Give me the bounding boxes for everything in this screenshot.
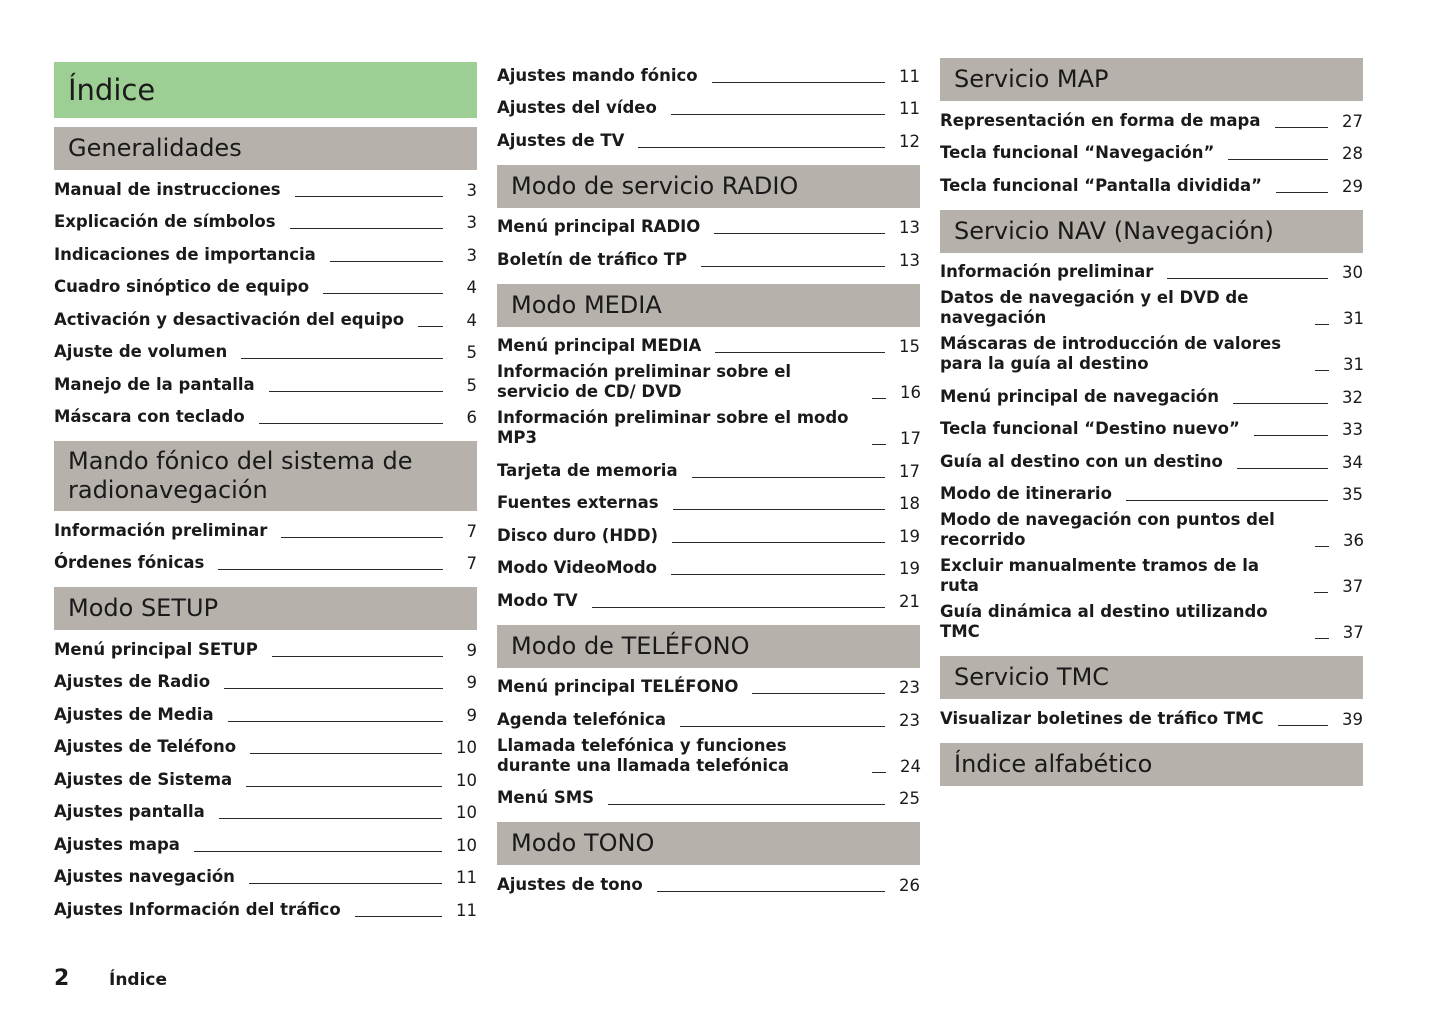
- toc-entry[interactable]: [497, 781, 920, 814]
- dot-leader: [1314, 592, 1328, 593]
- toc-entry[interactable]: [497, 407, 920, 453]
- toc-entry-label: Explicación de símbolos: [54, 212, 276, 231]
- toc-entry-page: 16: [900, 383, 921, 402]
- toc-entry-label: Datos de navegación y el DVD de navegación: [940, 288, 1249, 327]
- toc-entry-page: 12: [899, 131, 920, 151]
- toc-entry-page: 30: [1342, 263, 1363, 282]
- toc-entry-page: 3: [466, 245, 477, 265]
- toc-entry-page: 10: [456, 835, 477, 855]
- toc-entry-label: Ajustes pantalla: [54, 802, 205, 821]
- dot-leader: [249, 883, 442, 884]
- toc-entry-label: Modo VideoModo: [497, 558, 658, 577]
- toc-entry-label: Excluir manualmente tramos de la ruta: [940, 556, 1259, 595]
- toc-entry-label: Menú principal SETUP: [54, 639, 258, 659]
- toc-entry-label: Menú principal MEDIA: [497, 336, 702, 355]
- dot-leader: [671, 114, 885, 115]
- toc-entry-page: 23: [899, 710, 920, 730]
- dot-leader: [592, 607, 885, 608]
- toc-entry-label: Llamada telefónica y funciones durante una llamada telefónica: [497, 735, 789, 775]
- toc-entry-page: 36: [1343, 531, 1364, 550]
- toc-entry[interactable]: [940, 444, 1363, 477]
- toc-entry-label: Máscaras de introducción de valores para la guía al destino: [940, 334, 1282, 373]
- page-title: Índice: [54, 62, 477, 118]
- toc-entry-page: 18: [899, 494, 920, 513]
- toc-entry-label: Ajustes de TV: [497, 130, 625, 150]
- toc-entry-label: Modo de itinerario: [940, 484, 1112, 503]
- dot-leader: [219, 818, 442, 819]
- toc-entry-label: Representación en forma de mapa: [940, 110, 1261, 130]
- dot-leader: [228, 721, 443, 722]
- dot-leader: [250, 753, 442, 754]
- toc-entry[interactable]: [940, 509, 1363, 555]
- dot-leader: [712, 82, 885, 83]
- toc-entry-page: 19: [899, 526, 920, 546]
- toc-entry[interactable]: [940, 701, 1363, 734]
- dot-leader: [608, 804, 885, 805]
- section-heading: Modo SETUP: [54, 587, 477, 630]
- dot-leader: [281, 537, 443, 538]
- toc-entry[interactable]: [497, 670, 920, 703]
- toc-entry-page: 10: [456, 770, 477, 790]
- toc-entry-label: Activación y desactivación del equipo: [54, 309, 405, 329]
- dot-leader: [673, 509, 885, 510]
- toc-entry[interactable]: [940, 333, 1363, 379]
- dot-leader: [272, 656, 443, 657]
- toc-entry-page: 31: [1343, 309, 1364, 328]
- toc-entry-page: 9: [466, 640, 477, 660]
- toc-entry-page: 11: [456, 900, 477, 920]
- toc-entry-page: 7: [466, 521, 477, 541]
- toc-entry[interactable]: [497, 329, 920, 362]
- dot-leader: [1315, 638, 1329, 639]
- section-heading: Modo MEDIA: [497, 284, 920, 327]
- toc-entry-label: Modo TV: [497, 590, 578, 610]
- dot-leader: [224, 688, 443, 689]
- toc-entry[interactable]: [54, 762, 477, 795]
- toc-entry[interactable]: [54, 730, 477, 763]
- toc-entry[interactable]: [54, 795, 477, 828]
- dot-leader: [259, 423, 443, 424]
- toc-entry-page: 35: [1342, 485, 1363, 504]
- dot-leader: [872, 444, 886, 445]
- toc-entry-label: Máscara con teclado: [54, 407, 245, 426]
- dot-leader: [218, 569, 443, 570]
- dot-leader: [290, 228, 443, 229]
- dot-leader: [1254, 435, 1328, 436]
- toc-entry-label: Agenda telefónica: [497, 709, 666, 729]
- toc-entry[interactable]: [497, 486, 920, 519]
- toc-entry[interactable]: [497, 551, 920, 584]
- toc-entry[interactable]: [940, 136, 1363, 169]
- toc-entry-label: Tarjeta de memoria: [497, 460, 678, 480]
- toc-entry-label: Visualizar boletines de tráfico TMC: [940, 708, 1264, 728]
- dot-leader: [1233, 403, 1328, 404]
- toc-entry-page: 27: [1342, 111, 1363, 131]
- toc-column-2: [497, 58, 920, 900]
- toc-entry[interactable]: [940, 412, 1363, 445]
- toc-entry[interactable]: [497, 583, 920, 616]
- toc-entry[interactable]: [940, 601, 1363, 647]
- toc-entry-page: 11: [899, 66, 920, 86]
- toc-entry-page: 17: [899, 461, 920, 481]
- toc-entry-page: 33: [1342, 420, 1363, 439]
- section-heading: Modo de TELÉFONO: [497, 625, 920, 668]
- toc-entry-page: 13: [899, 250, 920, 270]
- dot-leader: [1167, 278, 1328, 279]
- toc-entry-label: Ajustes navegación: [54, 867, 235, 886]
- toc-entry[interactable]: [54, 237, 477, 270]
- toc-entry-label: Menú SMS: [497, 788, 595, 807]
- toc-entry[interactable]: [940, 379, 1363, 412]
- dot-leader: [1275, 127, 1328, 128]
- dot-leader: [323, 293, 443, 294]
- section-heading: Mando fónico del sistema de radionavegación: [54, 441, 477, 511]
- dot-leader: [1315, 324, 1329, 325]
- toc-entry[interactable]: [940, 103, 1363, 136]
- toc-entry-label: Tecla funcional “Navegación”: [940, 143, 1215, 162]
- toc-entry[interactable]: [940, 168, 1363, 201]
- toc-entry-label: Ajustes de Teléfono: [54, 737, 237, 756]
- toc-entry-label: Guía dinámica al destino utilizando TMC: [940, 602, 1268, 641]
- section-heading: Modo TONO: [497, 822, 920, 865]
- toc-entry[interactable]: [497, 242, 920, 275]
- toc-entry-page: 10: [456, 738, 477, 757]
- toc-entry[interactable]: [54, 546, 477, 579]
- footer-label: Índice: [109, 970, 168, 990]
- toc-entry[interactable]: [54, 827, 477, 860]
- toc-entry[interactable]: [940, 555, 1363, 601]
- toc-entry[interactable]: [54, 367, 477, 400]
- toc-entry[interactable]: [497, 210, 920, 243]
- toc-entry-label: Ajustes de Sistema: [54, 769, 233, 789]
- dot-leader: [671, 574, 885, 575]
- toc-entry[interactable]: [497, 702, 920, 735]
- toc-entry[interactable]: [54, 860, 477, 893]
- toc-entry-page: 6: [466, 408, 477, 427]
- toc-entry[interactable]: [940, 255, 1363, 288]
- toc-entry-page: 9: [466, 673, 477, 692]
- toc-entry[interactable]: [940, 477, 1363, 510]
- toc-entry[interactable]: [54, 892, 477, 925]
- toc-entry-label: Información preliminar: [940, 262, 1154, 281]
- toc-entry[interactable]: [54, 335, 477, 368]
- dot-leader: [872, 772, 886, 773]
- toc-entry-label: Cuadro sinóptico de equipo: [54, 277, 310, 296]
- toc-entry-label: Fuentes externas: [497, 493, 659, 512]
- dot-leader: [246, 786, 442, 787]
- toc-entry[interactable]: [497, 735, 920, 781]
- section-heading: Servicio MAP: [940, 58, 1363, 101]
- dot-leader: [269, 391, 443, 392]
- page-number: 2: [54, 966, 70, 991]
- toc-entry[interactable]: [54, 697, 477, 730]
- toc-entry-page: 37: [1342, 623, 1364, 642]
- toc-entry[interactable]: [54, 302, 477, 335]
- dot-leader: [692, 477, 885, 478]
- toc-entry-label: Menú principal RADIO: [497, 217, 701, 236]
- section-heading: Generalidades: [54, 127, 477, 170]
- toc-entry-label: Ajustes mapa: [54, 834, 180, 854]
- toc-entry-label: Manual de instrucciones: [54, 179, 281, 199]
- toc-entry[interactable]: [54, 400, 477, 433]
- toc-entry-page: 3: [466, 213, 477, 232]
- dot-leader: [872, 398, 886, 399]
- dot-leader: [295, 196, 443, 197]
- dot-leader: [638, 147, 885, 148]
- dot-leader: [194, 851, 442, 852]
- toc-entry-page: 11: [899, 99, 920, 118]
- dot-leader: [1237, 468, 1328, 469]
- toc-entry-page: 29: [1342, 176, 1363, 196]
- dot-leader: [1276, 192, 1328, 193]
- toc-entry-page: 21: [899, 591, 920, 611]
- toc-entry-label: Guía al destino con un destino: [940, 451, 1223, 471]
- toc-entry[interactable]: [497, 867, 920, 900]
- toc-entry-label: Boletín de tráfico TP: [497, 249, 688, 269]
- toc-entry-label: Indicaciones de importancia: [54, 244, 316, 264]
- toc-entry-label: Órdenes fónicas: [54, 553, 205, 572]
- dot-leader: [657, 891, 885, 892]
- section-heading: Servicio NAV (Navegación): [940, 210, 1363, 253]
- dot-leader: [1315, 370, 1329, 371]
- toc-entry[interactable]: [497, 361, 920, 407]
- dot-leader: [714, 233, 885, 234]
- toc-entry-label: Menú principal de navegación: [940, 386, 1220, 406]
- dot-leader: [330, 261, 443, 262]
- toc-entry-label: Ajustes de tono: [497, 874, 643, 894]
- toc-entry-label: Información preliminar sobre el modo MP3: [497, 408, 849, 447]
- toc-entry-page: 39: [1342, 709, 1363, 729]
- toc-entry-page: 7: [466, 554, 477, 573]
- toc-entry-label: Ajustes Información del tráfico: [54, 899, 341, 919]
- dot-leader: [1315, 546, 1329, 547]
- dot-leader: [1126, 500, 1328, 501]
- toc-entry[interactable]: [497, 518, 920, 551]
- dot-leader: [418, 326, 443, 327]
- toc-entry-page: 25: [899, 789, 920, 808]
- toc-entry-page: 5: [466, 375, 477, 395]
- toc-entry-page: 28: [1342, 144, 1363, 163]
- toc-entry-page: 31: [1343, 355, 1364, 374]
- toc-entry-page: 17: [900, 429, 921, 448]
- toc-entry[interactable]: [54, 172, 477, 205]
- toc-entry-label: Menú principal TELÉFONO: [497, 677, 739, 696]
- section-heading: Servicio TMC: [940, 656, 1363, 699]
- toc-entry-page: 15: [899, 337, 920, 356]
- toc-entry[interactable]: [497, 58, 920, 91]
- toc-entry[interactable]: [497, 453, 920, 486]
- toc-column-1: [54, 58, 477, 925]
- toc-entry-page: 24: [900, 756, 921, 776]
- dot-leader: [680, 726, 885, 727]
- dot-leader: [715, 352, 885, 353]
- dot-leader: [355, 916, 442, 917]
- toc-entry-page: 5: [466, 343, 477, 362]
- toc-entry-label: Ajustes de Media: [54, 704, 214, 724]
- toc-entry-page: 9: [466, 705, 477, 725]
- toc-entry-label: Modo de navegación con puntos del recorrido: [940, 510, 1275, 549]
- toc-entry[interactable]: [54, 513, 477, 546]
- toc-entry-label: Información preliminar: [54, 520, 268, 540]
- dot-leader: [752, 693, 885, 694]
- toc-entry[interactable]: [497, 123, 920, 156]
- toc-entry-page: 19: [899, 559, 920, 578]
- dot-leader: [672, 542, 885, 543]
- toc-column-3: [940, 58, 1363, 788]
- dot-leader: [1228, 159, 1328, 160]
- toc-entry[interactable]: [54, 270, 477, 303]
- dot-leader: [701, 266, 885, 267]
- toc-entry-page: 32: [1342, 387, 1363, 407]
- toc-entry-page: 26: [899, 875, 920, 895]
- toc-entry-page: 4: [466, 278, 477, 297]
- toc-entry-label: Manejo de la pantalla: [54, 374, 255, 394]
- toc-entry-label: Tecla funcional “Pantalla dividida”: [940, 175, 1263, 195]
- toc-entry-label: Ajuste de volumen: [54, 342, 228, 361]
- toc-entry-label: Ajustes de Radio: [54, 672, 211, 691]
- toc-entry-page: 23: [899, 678, 920, 697]
- toc-entry-page: 4: [466, 310, 477, 330]
- dot-leader: [1278, 725, 1328, 726]
- dot-leader: [241, 358, 443, 359]
- toc-entry-label: Ajustes del vídeo: [497, 98, 657, 117]
- toc-entry-label: Disco duro (HDD): [497, 525, 659, 545]
- section-heading: Modo de servicio RADIO: [497, 165, 920, 208]
- toc-entry[interactable]: [54, 632, 477, 665]
- toc-entry-page: 34: [1342, 452, 1363, 472]
- page-footer: [54, 966, 167, 991]
- toc-entry[interactable]: [940, 287, 1363, 333]
- toc-entry-page: 11: [456, 868, 477, 887]
- toc-entry-label: Información preliminar sobre el servicio de CD/ DVD: [497, 362, 792, 401]
- toc-entry-page: 3: [466, 180, 477, 200]
- toc-entry-page: 10: [456, 803, 477, 822]
- toc-entry[interactable]: [54, 205, 477, 238]
- toc-entry-label: Ajustes mando fónico: [497, 65, 698, 85]
- toc-entry-page: 13: [899, 218, 920, 237]
- section-heading: Índice alfabético: [940, 743, 1363, 786]
- toc-entry-label: Tecla funcional “Destino nuevo”: [940, 419, 1240, 438]
- toc-entry-page: 37: [1342, 577, 1364, 596]
- toc-entry[interactable]: [54, 665, 477, 698]
- toc-entry[interactable]: [497, 91, 920, 124]
